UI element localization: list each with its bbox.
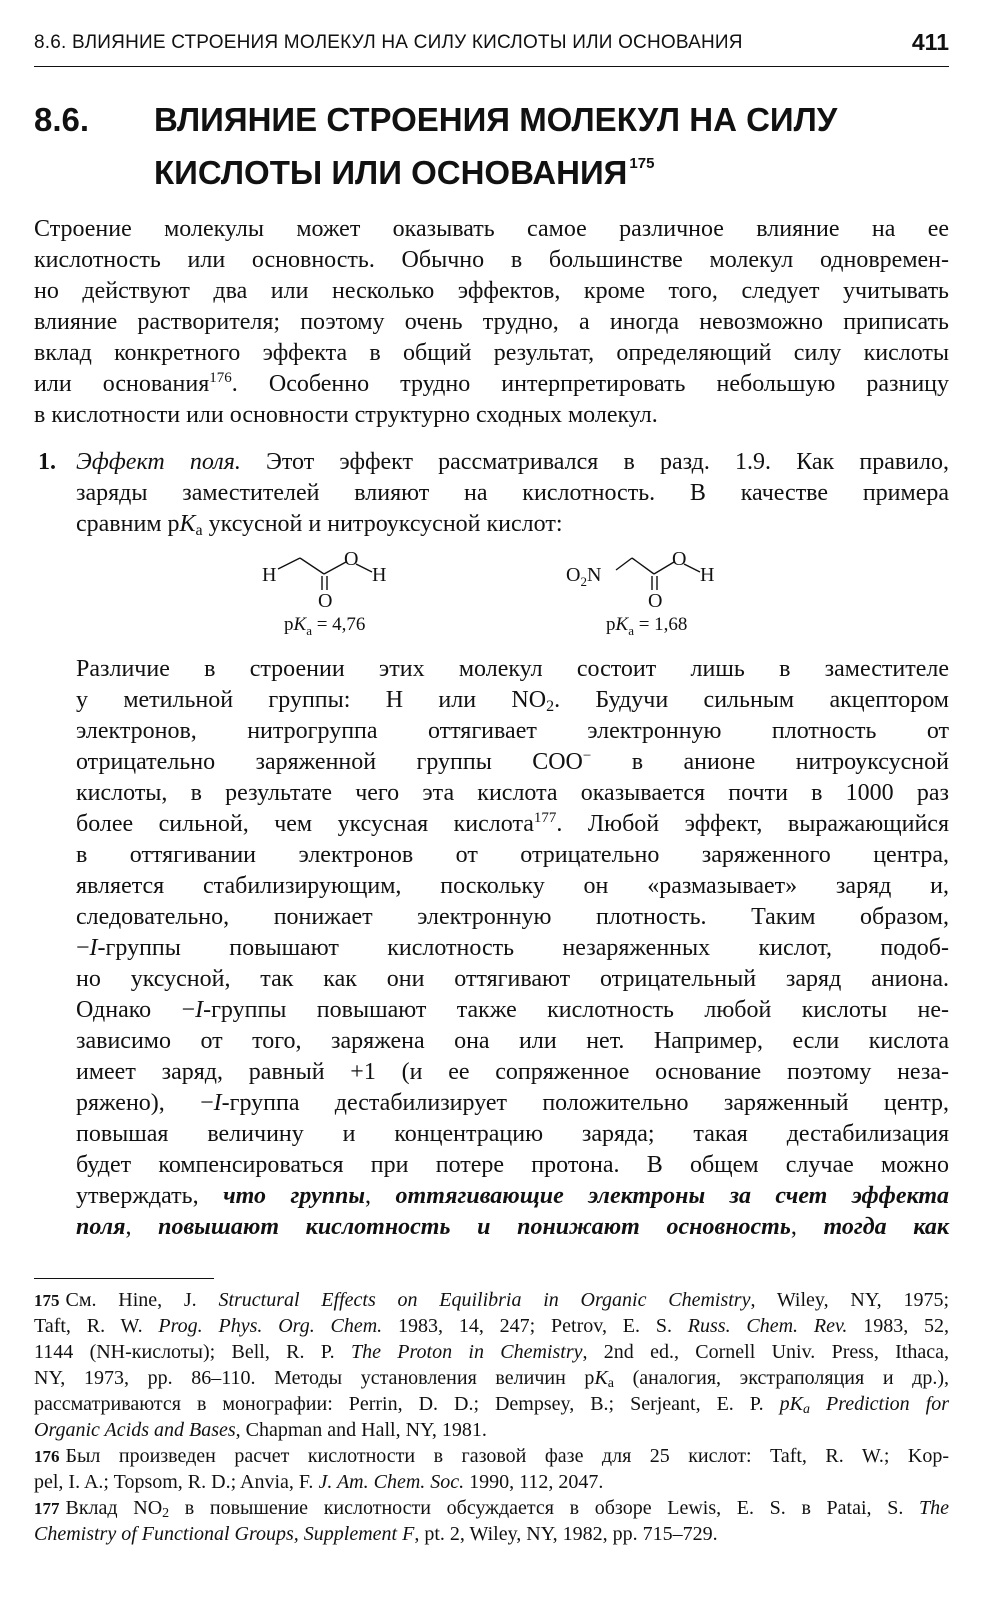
text-line: Однако −I-группы повышают также кислотность любой кислоты не- bbox=[76, 997, 950, 1023]
text-line: повышая величину и концентрацию заряда; такая дестабилизация bbox=[76, 1121, 949, 1147]
text-line: следовательно, понижает электронную плотность. Таким образом, bbox=[76, 904, 949, 930]
structure-acetic-acid bbox=[258, 550, 418, 642]
footnote-175-line: Organic Acids and Bases, Chapman and Hall, NY, 1981. bbox=[34, 1419, 487, 1441]
footnote-ref-176[interactable]: 176 bbox=[209, 370, 232, 386]
text-line: поля, повышают кислотность и понижают основность, тогда как bbox=[76, 1214, 950, 1240]
text-line: но уксусной, так как они оттягивают отрицательный заряд аниона. bbox=[76, 966, 949, 992]
section-title-line1: ВЛИЯНИЕ СТРОЕНИЯ МОЛЕКУЛ НА СИЛУ bbox=[154, 101, 838, 138]
text-line: отрицательно заряженной группы COO− в анионе нитроуксусной bbox=[76, 748, 949, 775]
footnote-175-line: 1144 (NH-кислоты); Bell, R. P. The Proton in Chemistry, 2nd ed., Cornell Univ. Press, Ithaca, bbox=[34, 1341, 949, 1363]
footnote-175-line: 175 См. Hine, J. Structural Effects on Equilibria in Organic Chemistry, Wiley, NY, 1975; bbox=[34, 1289, 949, 1311]
footnote-175-line: рассматриваются в монографии: Perrin, D. D.; Dempsey, B.; Serjeant, E. P. $pK_a$ Prediction for bbox=[34, 1393, 949, 1417]
term-field-effect: Эффект поля. bbox=[76, 449, 241, 475]
footnote-177-line: 177 Вклад $NO_2$ в повышение кислотности обсуждается в обзоре Lewis, E. S. в Patai, S. The bbox=[34, 1497, 949, 1521]
footnote-176-line: pel, I. A.; Topsom, R. D.; Anvia, F. J. Am. Chem. Soc. 1990, 112, 2047. bbox=[34, 1471, 604, 1493]
text-line: но действуют два или несколько эффектов, кроме того, следует учитывать bbox=[34, 278, 949, 304]
page-number: 411 bbox=[911, 29, 949, 55]
running-head bbox=[34, 26, 949, 67]
text-line: утверждать, что группы, оттягивающие электроны за счет эффекта bbox=[76, 1183, 949, 1209]
pka-nitroacetic: $pK_a = 1,68$ bbox=[606, 614, 688, 638]
text-line: влияние растворителя; поэтому очень трудно, а иногда невозможно приписать bbox=[34, 309, 949, 335]
footnote-177-line: Chemistry of Functional Groups, Supplement F, pt. 2, Wiley, NY, 1982, pp. 715–729. bbox=[34, 1523, 718, 1545]
structure-nitroacetic-acid bbox=[566, 550, 746, 642]
footnote-ref-177[interactable]: 177 bbox=[533, 810, 557, 826]
footnote-175-line: NY, 1973, pp. 86–110. Методы установления величин $pK_a$ (аналогия, экстраполяция и др.), bbox=[34, 1367, 949, 1391]
list-item-number: 1. bbox=[38, 449, 56, 475]
text-line: более сильной, чем уксусная кислота$^{177}$. Любой эффект, выражающийся bbox=[76, 810, 950, 837]
text-line: является стабилизирующим, поскольку он «размазывает» заряд и, bbox=[76, 873, 949, 899]
section-title-line2: КИСЛОТЫ ИЛИ ОСНОВАНИЯ $^{175}$ bbox=[154, 154, 655, 191]
list-item-field-effect bbox=[76, 447, 949, 540]
text-line: электронов, нитрогруппа оттягивает электронную плотность от bbox=[76, 718, 949, 744]
running-title: 8.6. ВЛИЯНИЕ СТРОЕНИЯ МОЛЕКУЛ НА СИЛУ КИСЛОТЫ ИЛИ ОСНОВАНИЯ bbox=[34, 32, 743, 53]
text-line: зависимо от того, заряжена она или нет. Например, если кислота bbox=[76, 1028, 949, 1054]
text-line: Эффект поля. Этот эффект рассматривался в разд. 1.9. Как правило, bbox=[76, 449, 949, 475]
text-line: Различие в строении этих молекул состоит лишь в заместителе bbox=[76, 656, 949, 682]
text-line: −I-группы повышают кислотность незаряженных кислот, подоб- bbox=[76, 935, 949, 961]
text-line: заряды заместителей влияют на кислотность. В качестве примера bbox=[76, 480, 949, 506]
footnote-divider bbox=[34, 1278, 214, 1279]
text-line: у метильной группы: H или $NO_2$. Будучи сильным акцептором bbox=[76, 687, 949, 715]
atom-o-bottom: O bbox=[318, 590, 333, 612]
text-line: имеет заряд, равный +1 (и ее сопряженное основание поэтому неза- bbox=[76, 1059, 949, 1085]
atom-h-right: H bbox=[372, 564, 387, 586]
text-line: Строение молекулы может оказывать самое различное влияние на ее bbox=[34, 216, 949, 242]
intro-paragraph bbox=[34, 214, 949, 431]
text-line: в кислотности или основности структурно сходных молекул. bbox=[34, 402, 658, 428]
text-line: будет компенсироваться при потере протона. В общем случае можно bbox=[76, 1152, 949, 1178]
footnote-176-line: 176 Был произведен расчет кислотности в газовой фазе для 25 кислот: Taft, R. W.; Kop- bbox=[34, 1445, 949, 1467]
footnotes bbox=[34, 1287, 949, 1547]
section-number: 8.6. bbox=[34, 101, 90, 138]
atom-o-top: O bbox=[672, 548, 687, 570]
atom-h-right: H bbox=[700, 564, 715, 586]
footnote-ref-175[interactable]: 175 bbox=[629, 155, 655, 172]
footnote-175-line: Taft, R. W. Prog. Phys. Org. Chem. 1983, 14, 247; Petrov, E. S. Russ. Chem. Rev. 1983, 52, bbox=[34, 1315, 950, 1337]
group-no2: $O_2N$ bbox=[566, 564, 602, 589]
atom-o-top: O bbox=[344, 548, 359, 570]
text-line: в оттягивании электронов от отрицательно заряженного центра, bbox=[76, 842, 949, 868]
text-line: или основания$^{176}$. Особенно трудно интерпретировать небольшую разницу bbox=[34, 370, 950, 397]
text-line: вклад конкретного эффекта в общий результат, определяющий силу кислоты bbox=[34, 340, 949, 366]
pka-acetic: $pK_a = 4,76$ bbox=[284, 614, 366, 638]
field-effect-paragraph bbox=[76, 654, 949, 1243]
section-title bbox=[154, 98, 944, 195]
text-line: ряжено), −I-группа дестабилизирует положительно заряженный центр, bbox=[76, 1090, 950, 1116]
atom-o-bottom: O bbox=[648, 590, 663, 612]
text-line: кислотность или основность. Обычно в большинстве молекул одновремен- bbox=[34, 247, 949, 273]
text-line: сравним $pK_a$ уксусной и нитроуксусной кислот: bbox=[76, 511, 563, 539]
atom-h-left: H bbox=[262, 564, 277, 586]
text-line: кислоты, в результате чего эта кислота оказывается почти в 1000 раз bbox=[76, 780, 949, 806]
